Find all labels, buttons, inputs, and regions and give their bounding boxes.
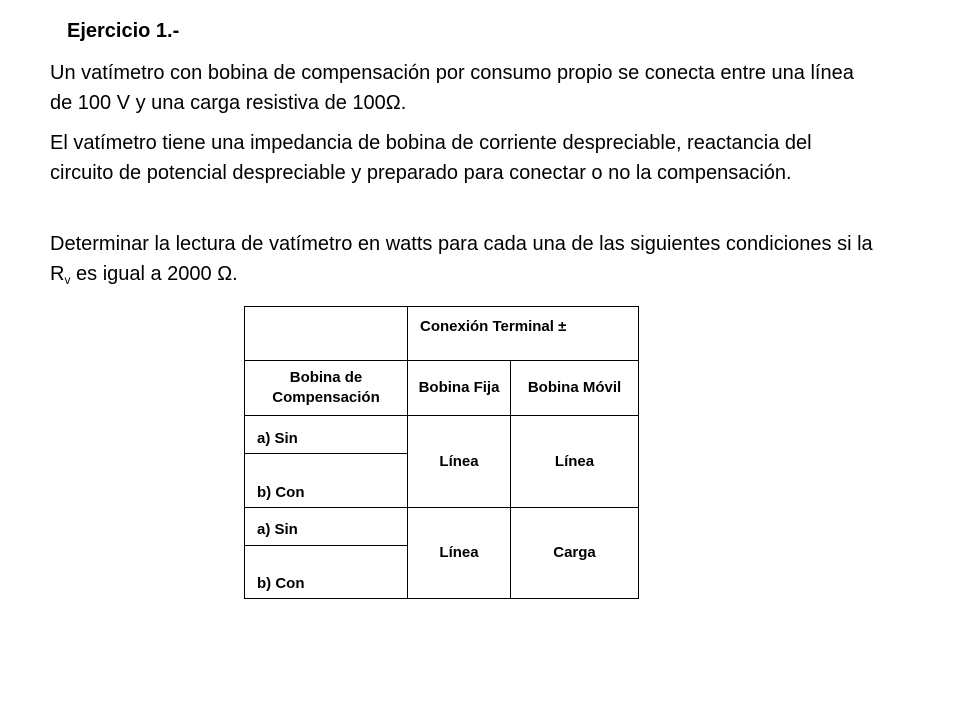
option-sin: a) Sin	[245, 416, 408, 454]
cell-fija-linea: Línea	[408, 508, 511, 599]
task-text: Determinar la lectura de vatímetro en watts para cada una de las siguientes condiciones si la R	[50, 233, 873, 285]
table-row	[245, 416, 639, 454]
header-bobina-compensacion: Bobina de Compensación	[245, 361, 408, 416]
rv-subscript: v	[64, 273, 71, 287]
paragraph-task	[50, 229, 880, 289]
cell-movil-linea: Línea	[511, 416, 639, 508]
table-subheader-row	[245, 361, 639, 416]
header-bobina-movil: Bobina Móvil	[511, 361, 639, 416]
option-con: b) Con	[245, 546, 408, 599]
option-con: b) Con	[245, 454, 408, 508]
connection-table	[244, 306, 639, 599]
paragraph-problem-statement: Un vatímetro con bobina de compensación por consumo propio se conecta entre una línea de 100 V y una carga resistiva de 100Ω.	[50, 62, 854, 114]
cell-movil-carga: Carga	[511, 508, 639, 599]
option-sin: a) Sin	[245, 508, 408, 546]
cell-fija-linea: Línea	[408, 416, 511, 508]
table-row	[245, 508, 639, 546]
paragraph-wattmeter-description: El vatímetro tiene una impedancia de bobina de corriente despreciable, reactancia del circuito de potencial despreciable y preparado para conectar o no la compensación.	[50, 132, 812, 184]
table-header-row	[245, 307, 639, 361]
task-text-end: es igual a 2000 Ω.	[70, 263, 238, 285]
exercise-title: Ejercicio 1.-	[67, 20, 180, 42]
header-bobina-fija: Bobina Fija	[408, 361, 511, 416]
header-conexion-terminal: Conexión Terminal ±	[408, 307, 639, 361]
empty-header-cell	[245, 307, 408, 361]
